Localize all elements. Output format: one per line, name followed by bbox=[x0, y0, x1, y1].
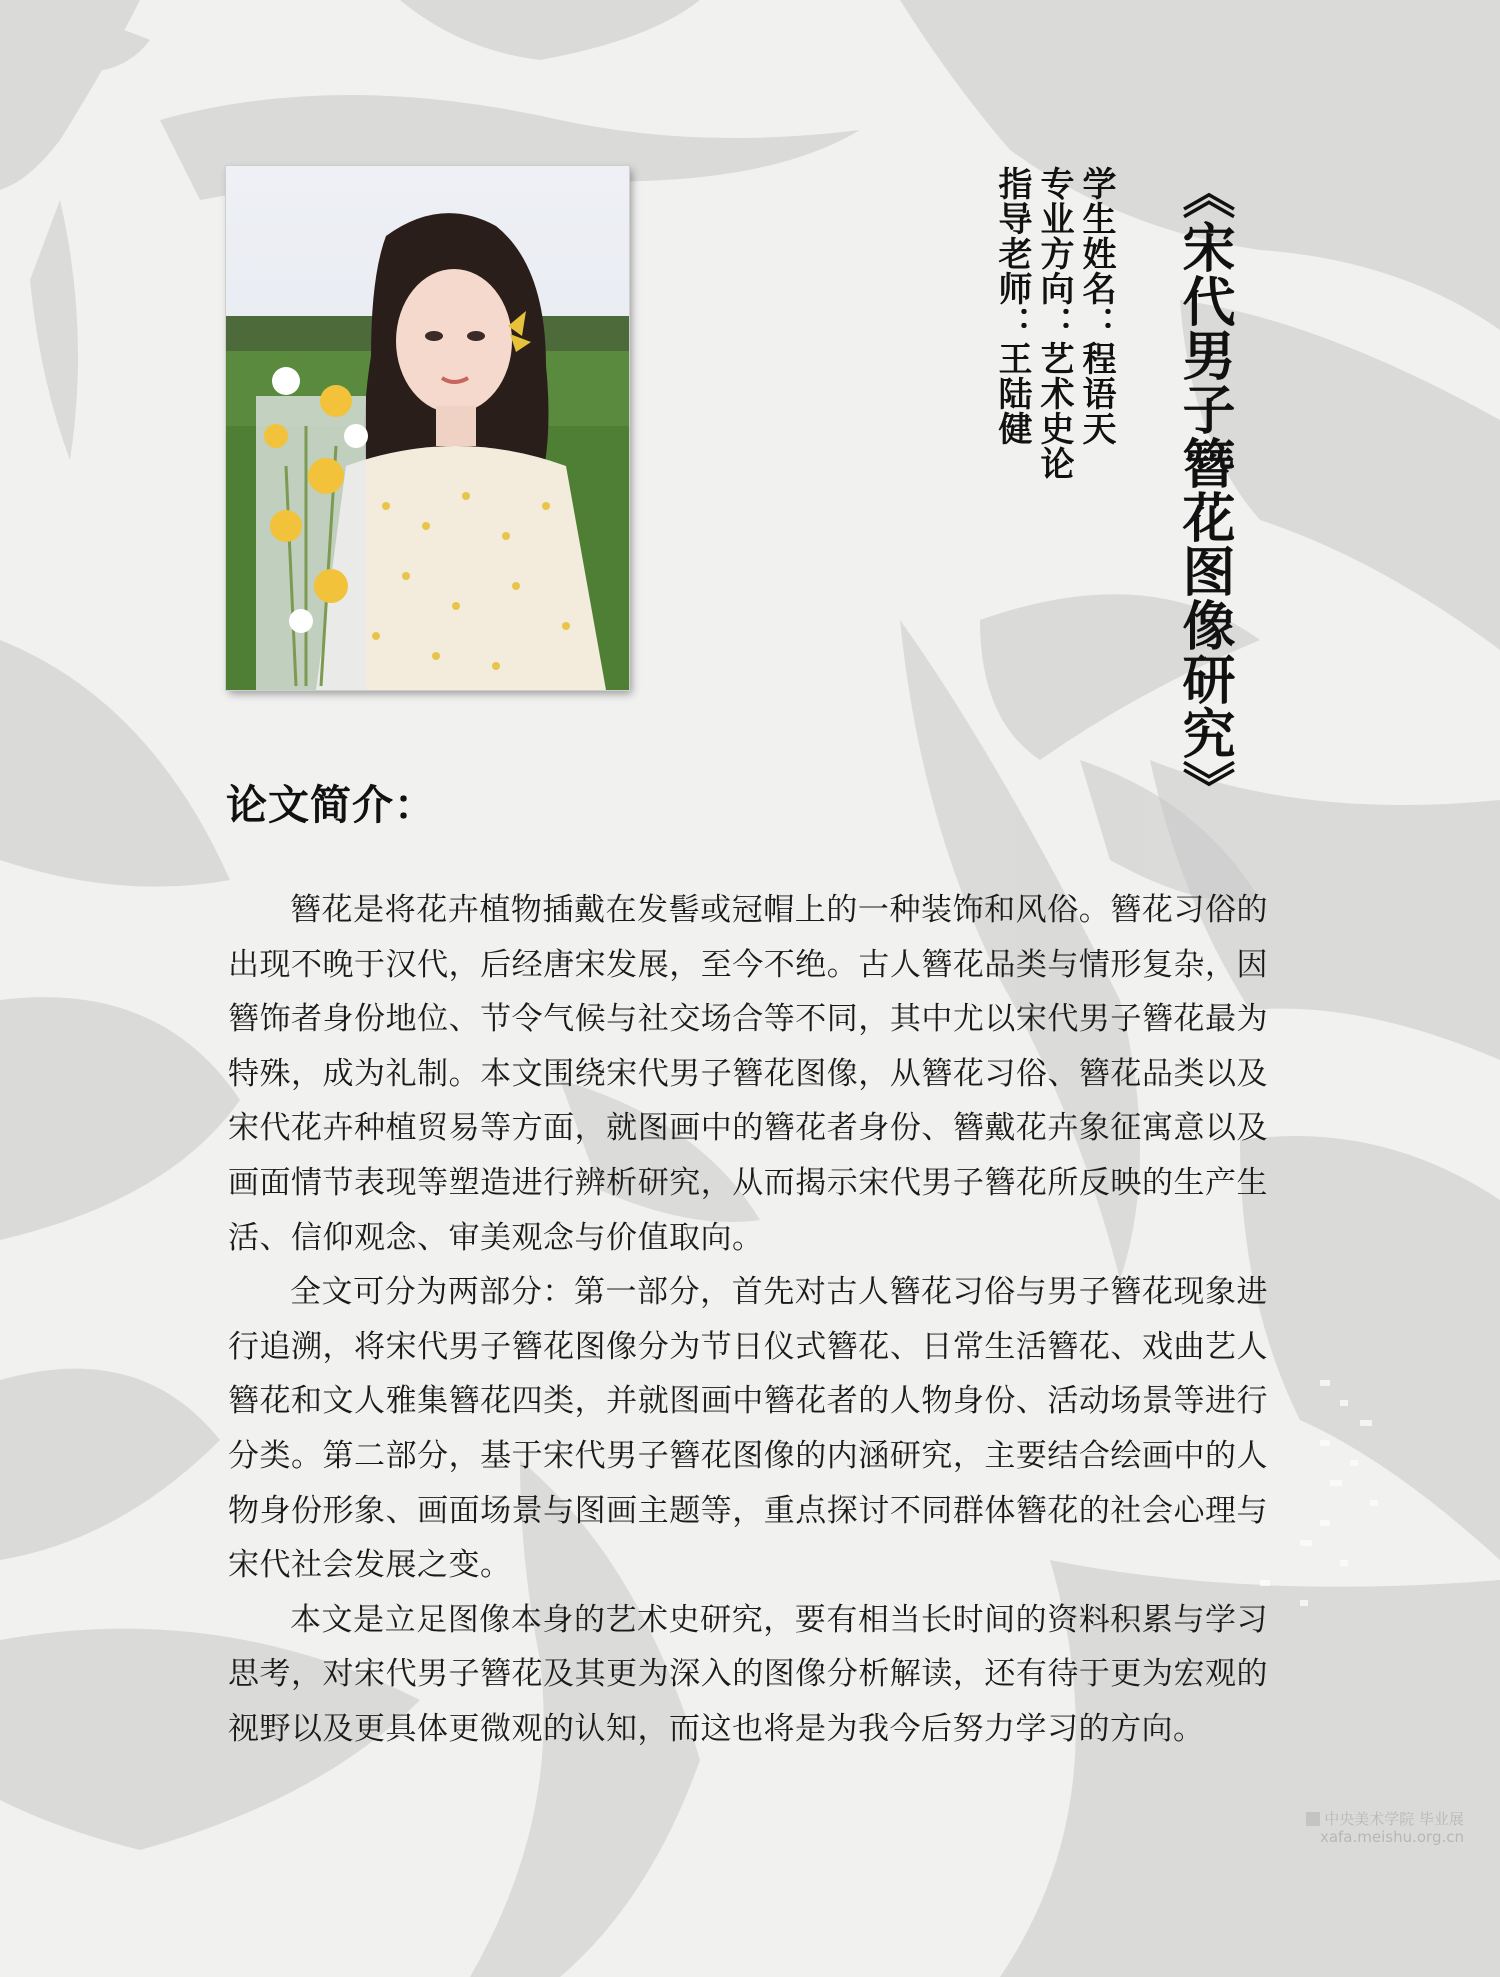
advisor-row bbox=[992, 166, 1032, 446]
abstract-paragraph: 全文可分为两部分：第一部分，首先对古人簪花习俗与男子簪花现象进行追溯，将宋代男子簪花图像分为节日仪式簪花、日常生活簪花、戏曲艺人簪花和文人雅集簪花四类，并就图画中簪花者的人物身份、活动场景等进行分类。第二部分，基于宋代男子簪花图像的内涵研究，主要结合绘画中的人物身份形象、画面场景与图画主题等，重点探讨不同群体簪花的社会心理与宋代社会发展之变。 bbox=[228, 1274, 1268, 1584]
student-portrait-photo bbox=[226, 166, 629, 690]
abstract-heading: 论文简介： bbox=[226, 781, 436, 829]
watermark-line2: xafa.meishu.org.cn bbox=[1319, 1828, 1464, 1846]
advisor-label: 指导老师： bbox=[992, 166, 1032, 341]
student-name-row bbox=[1076, 166, 1116, 446]
thesis-title: 《宋代男子簪花图像研究》 bbox=[1174, 166, 1235, 814]
major-label: 专业方向： bbox=[1034, 166, 1074, 341]
major-row bbox=[1034, 166, 1074, 481]
advisor-value: 王陆健 bbox=[992, 341, 1032, 446]
site-watermark bbox=[1306, 1810, 1464, 1846]
watermark-logo-icon bbox=[1306, 1812, 1320, 1826]
abstract-body bbox=[228, 883, 1268, 1757]
watermark-line1: 中央美术学院 毕业展 bbox=[1324, 1810, 1464, 1828]
student-name-value: 程语天 bbox=[1076, 341, 1116, 446]
major-value: 艺术史论 bbox=[1034, 341, 1074, 481]
student-name-label: 学生姓名： bbox=[1076, 166, 1116, 341]
abstract-paragraph: 簪花是将花卉植物插戴在发髻或冠帽上的一种装饰和风俗。簪花习俗的出现不晚于汉代，后经唐宋发展，至今不绝。古人簪花品类与情形复杂，因簪饰者身份地位、节令气候与社交场合等不同，其中尤以宋代男子簪花最为特殊，成为礼制。本文围绕宋代男子簪花图像，从簪花习俗、簪花品类以及宋代花卉种植贸易等方面，就图画中的簪花者身份、簪戴花卉象征寓意以及画面情节表现等塑造进行辨析研究，从而揭示宋代男子簪花所反映的生产生活、信仰观念、审美观念与价值取向。 bbox=[228, 892, 1268, 1256]
abstract-paragraph: 本文是立足图像本身的艺术史研究，要有相当长时间的资料积累与学习思考，对宋代男子簪花及其更为深入的图像分析解读，还有待于更为宏观的视野以及更具体更微观的认知，而这也将是为我今后努力学习的方向。 bbox=[228, 1601, 1268, 1747]
